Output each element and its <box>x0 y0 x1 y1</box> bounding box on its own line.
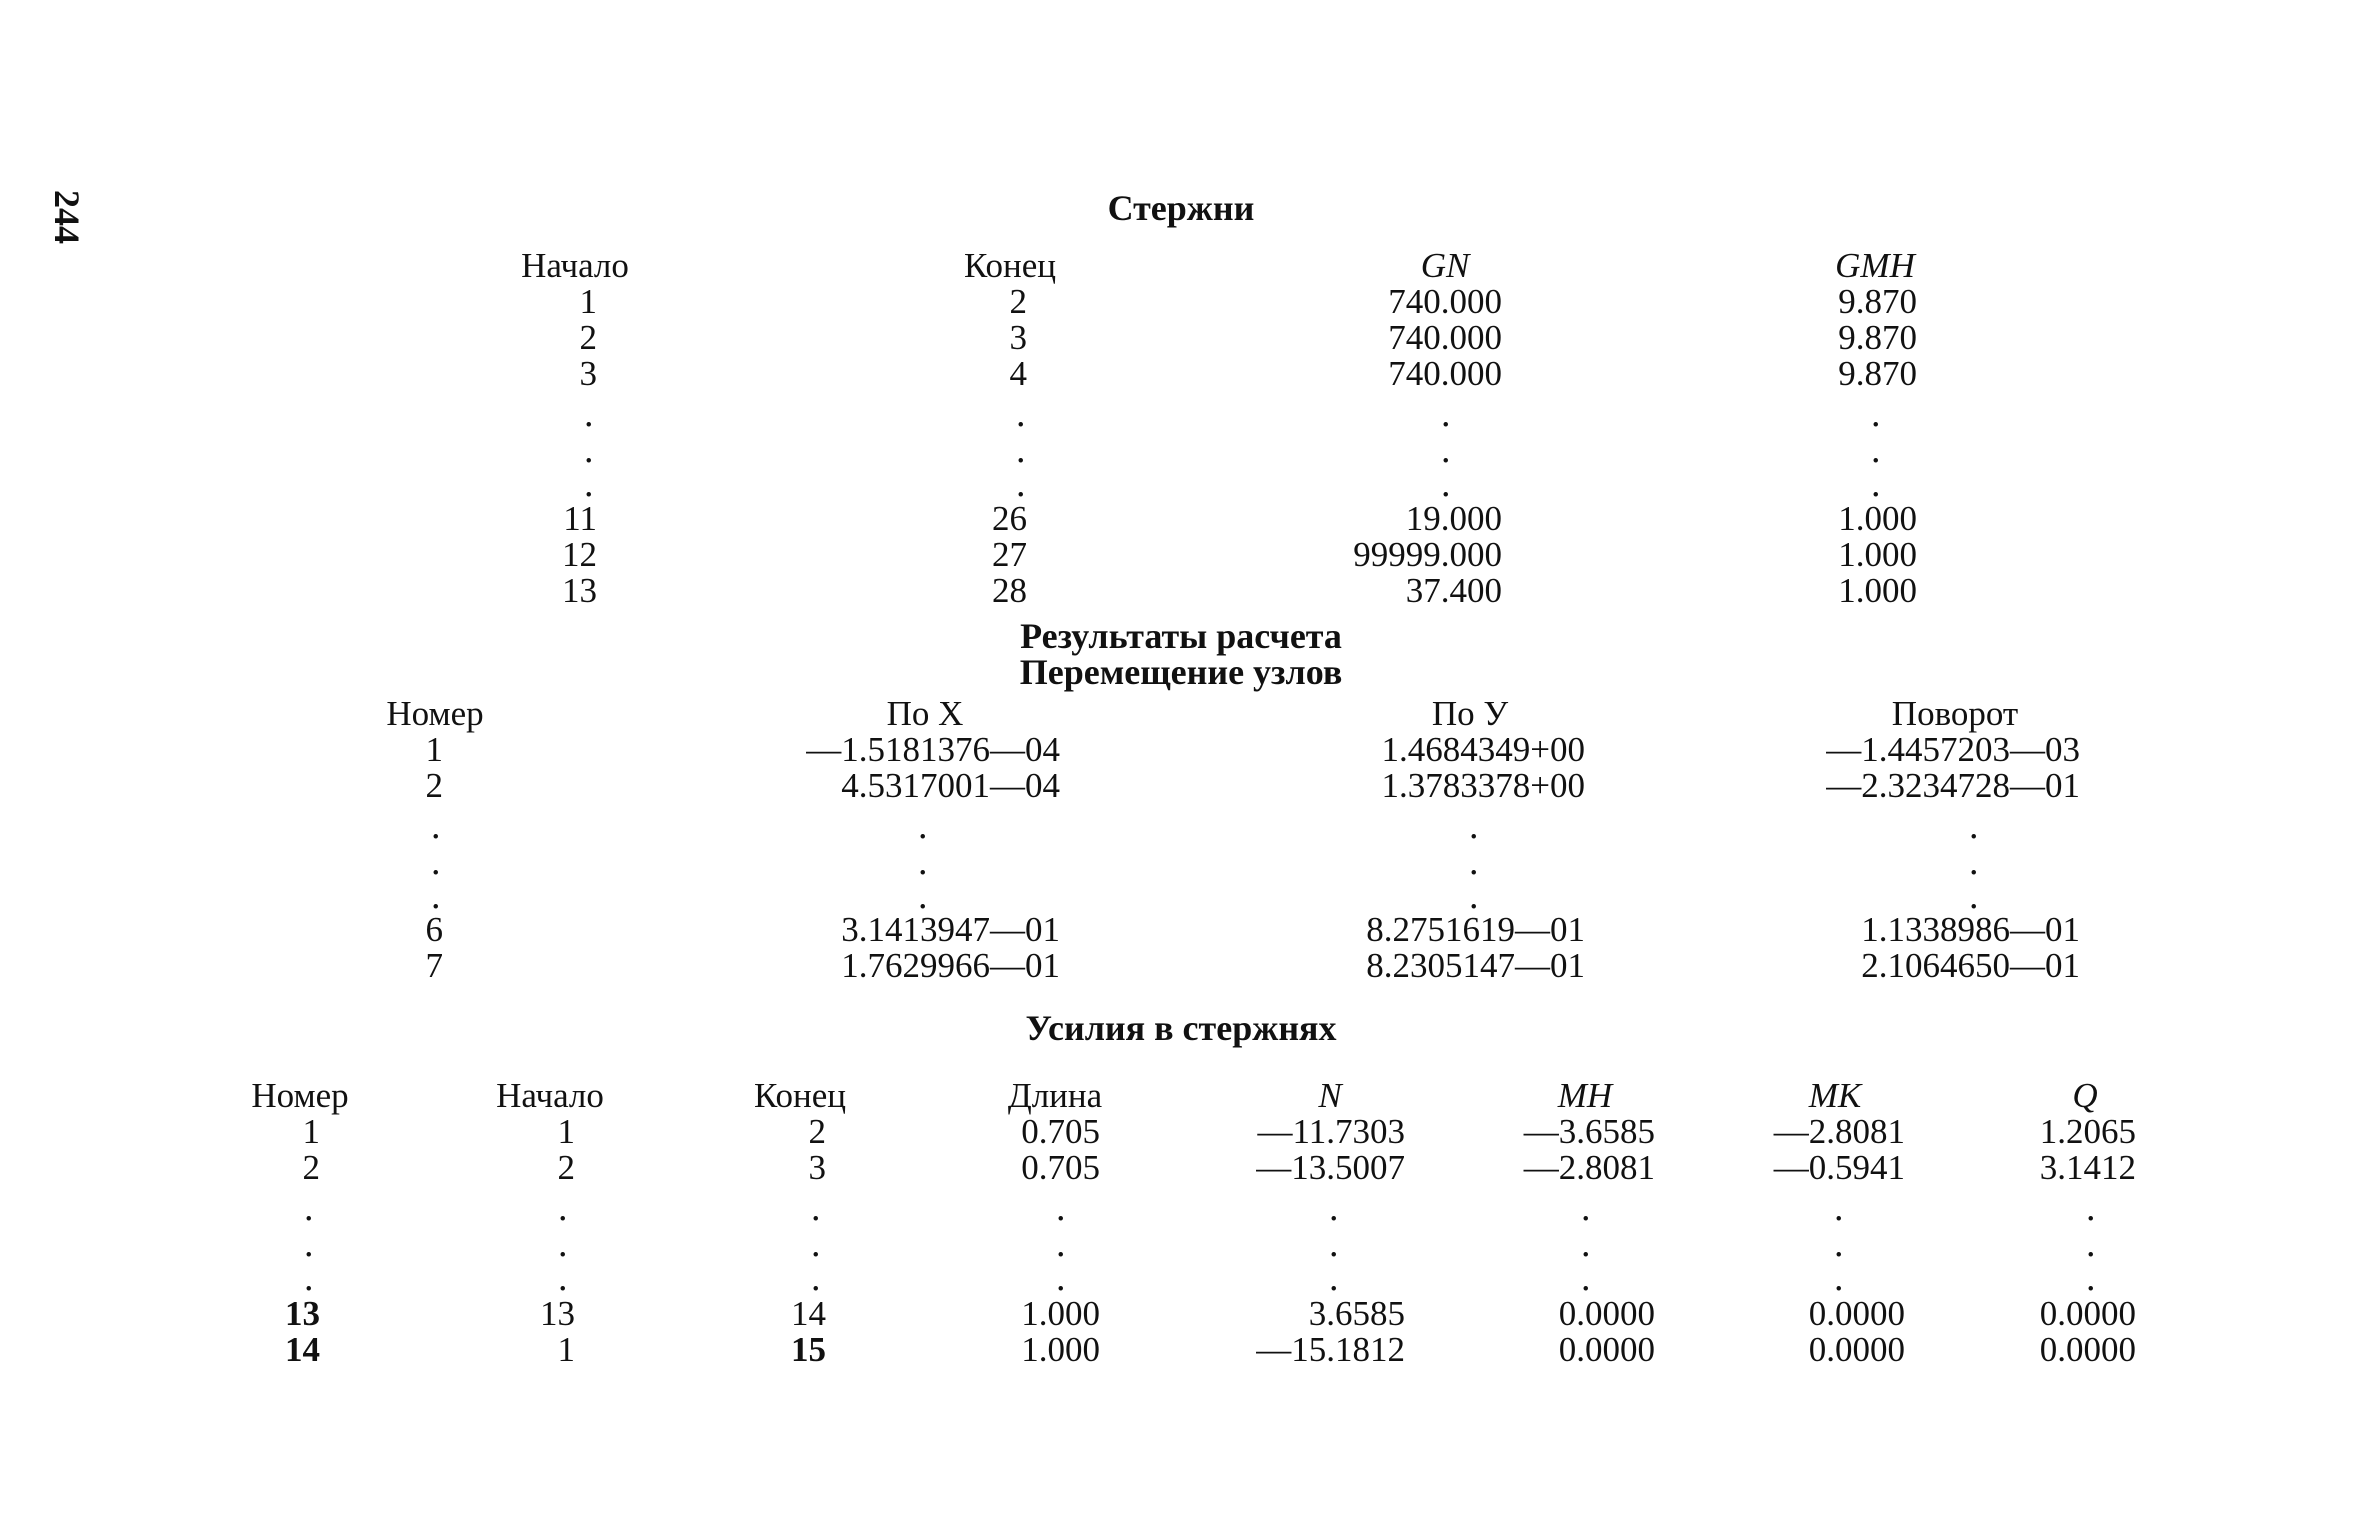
cell-gn: 740.000 <box>1388 318 1502 357</box>
col-header-end: Конец <box>753 1076 847 1115</box>
col-header-gmh: GMH <box>1835 246 1915 285</box>
cell-by-y: 1.4684349+00 <box>1381 730 1585 769</box>
col-header-by-y: По У <box>1431 694 1509 733</box>
cell-length: 1.000 <box>1021 1330 1100 1369</box>
cell-end: 2 <box>808 1112 826 1151</box>
col-header-number: Номер <box>251 1076 349 1115</box>
forces-heading: Усилия в стержнях <box>1025 1008 1337 1048</box>
cell-length: 1.000 <box>1021 1294 1100 1333</box>
cell-start: 2 <box>579 318 597 357</box>
cell-number: 1 <box>425 730 443 769</box>
cell-by-y: 8.2305147—01 <box>1366 946 1585 985</box>
cell-start: 3 <box>579 354 597 393</box>
cell-gmh: 9.870 <box>1838 354 1917 393</box>
cell-gmh: 9.870 <box>1838 318 1917 357</box>
cell-start: 1 <box>557 1112 575 1151</box>
cell-mh: —3.6585 <box>1523 1112 1655 1151</box>
cell-rotation: 2.1064650—01 <box>1861 946 2080 985</box>
cell-gmh: 9.870 <box>1838 282 1917 321</box>
cell-start: 13 <box>540 1294 575 1333</box>
cell-number: 1 <box>302 1112 320 1151</box>
col-header-q: Q <box>2072 1076 2098 1115</box>
cell-gmh: 1.000 <box>1838 499 1917 538</box>
cell-number: 2 <box>425 766 443 805</box>
cell-gn: 740.000 <box>1388 354 1502 393</box>
cell-n: —11.7303 <box>1257 1112 1405 1151</box>
cell-q: 3.1412 <box>2039 1148 2136 1187</box>
cell-number: 7 <box>425 946 443 985</box>
cell-end: 27 <box>992 535 1027 574</box>
cell-rotation: 1.1338986—01 <box>1861 910 2080 949</box>
col-header-mk: MK <box>1808 1076 1862 1115</box>
cell-q: 0.0000 <box>2039 1294 2136 1333</box>
forces-table <box>0 1078 2362 1378</box>
cell-by-y: 8.2751619—01 <box>1366 910 1585 949</box>
cell-q: 0.0000 <box>2039 1330 2136 1369</box>
col-header-start: Начало <box>496 1076 604 1115</box>
cell-end: 15 <box>791 1330 826 1369</box>
cell-n: —13.5007 <box>1256 1148 1405 1187</box>
col-header-rotation: Поворот <box>1891 694 2019 733</box>
cell-start: 1 <box>557 1330 575 1369</box>
cell-mk: 0.0000 <box>1808 1330 1905 1369</box>
cell-rotation: —1.4457203—03 <box>1826 730 2080 769</box>
cell-gn: 99999.000 <box>1353 535 1502 574</box>
cell-gn: 19.000 <box>1405 499 1502 538</box>
cell-gmh: 1.000 <box>1838 571 1917 610</box>
cell-gmh: 1.000 <box>1838 535 1917 574</box>
col-header-length: Длина <box>1007 1076 1103 1115</box>
cell-by-y: 1.3783378+00 <box>1381 766 1585 805</box>
cell-mk: 0.0000 <box>1808 1294 1905 1333</box>
cell-end: 3 <box>1009 318 1027 357</box>
displacement-heading: Перемещение узлов <box>1019 652 1343 692</box>
cell-number: 13 <box>285 1294 320 1333</box>
displacement-table <box>0 696 2362 986</box>
results-heading: Результаты расчета <box>1020 616 1342 656</box>
col-header-gn: GN <box>1420 246 1470 285</box>
cell-start: 1 <box>579 282 597 321</box>
cell-start: 11 <box>563 499 597 538</box>
cell-mh: —2.8081 <box>1523 1148 1655 1187</box>
rods-table <box>0 248 2362 618</box>
cell-number: 6 <box>425 910 443 949</box>
cell-gn: 740.000 <box>1388 282 1502 321</box>
cell-by-x: 1.7629966—01 <box>841 946 1060 985</box>
cell-end: 2 <box>1009 282 1027 321</box>
col-header-mh: MH <box>1557 1076 1613 1115</box>
cell-gn: 37.400 <box>1405 571 1502 610</box>
cell-start: 13 <box>562 571 597 610</box>
cell-q: 1.2065 <box>2039 1112 2136 1151</box>
cell-start: 12 <box>562 535 597 574</box>
cell-mh: 0.0000 <box>1558 1294 1655 1333</box>
cell-by-x: —1.5181376—04 <box>806 730 1060 769</box>
cell-end: 28 <box>992 571 1027 610</box>
cell-end: 14 <box>791 1294 826 1333</box>
cell-by-x: 4.5317001—04 <box>841 766 1060 805</box>
col-header-by-x: По X <box>886 694 964 733</box>
col-header-start: Начало <box>521 246 629 285</box>
cell-end: 3 <box>808 1148 826 1187</box>
cell-start: 2 <box>557 1148 575 1187</box>
cell-mk: —2.8081 <box>1773 1112 1905 1151</box>
page-number: 244 <box>47 190 87 244</box>
col-header-end: Конец <box>963 246 1057 285</box>
cell-length: 0.705 <box>1021 1148 1100 1187</box>
cell-end: 4 <box>1009 354 1027 393</box>
cell-mh: 0.0000 <box>1558 1330 1655 1369</box>
col-header-number: Номер <box>386 694 484 733</box>
col-header-n: N <box>1318 1076 1342 1115</box>
cell-number: 2 <box>302 1148 320 1187</box>
cell-mk: —0.5941 <box>1773 1148 1905 1187</box>
cell-length: 0.705 <box>1021 1112 1100 1151</box>
cell-rotation: —2.3234728—01 <box>1826 766 2080 805</box>
cell-n: —15.1812 <box>1256 1330 1405 1369</box>
cell-number: 14 <box>285 1330 320 1369</box>
cell-n: 3.6585 <box>1308 1294 1405 1333</box>
cell-end: 26 <box>992 499 1027 538</box>
rods-heading: Стержни <box>1107 188 1255 228</box>
cell-by-x: 3.1413947—01 <box>841 910 1060 949</box>
